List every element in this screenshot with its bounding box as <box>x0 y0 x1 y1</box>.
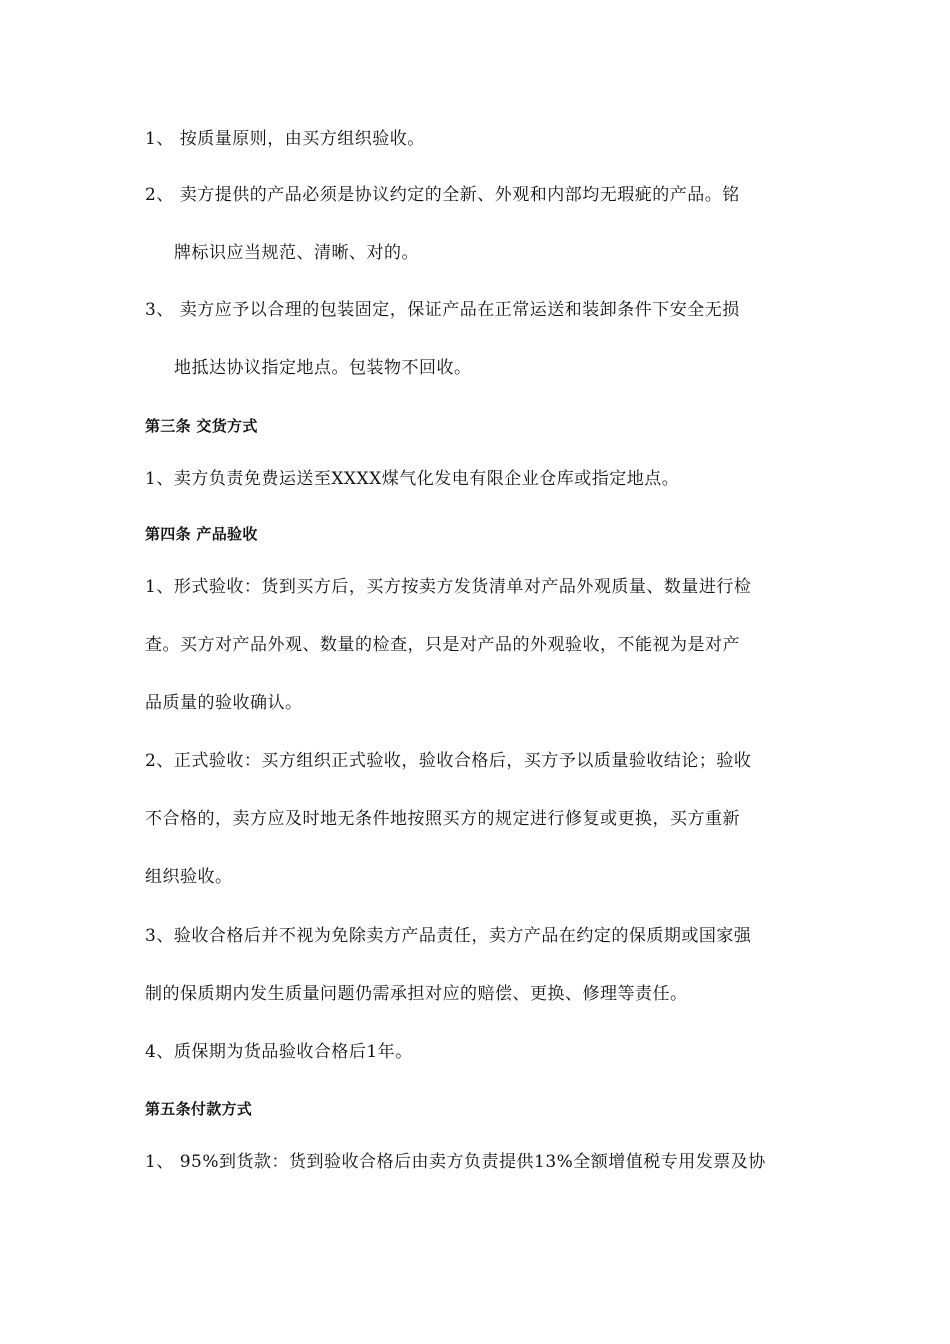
section-heading-clause-3: 第三条 交货方式 <box>145 417 258 435</box>
clause-4-item-2-line-2: 不合格的，卖方应及时地无条件地按照买方的规定进行修复或更换，买方重新 <box>145 809 740 829</box>
clause-4-item-1-line-1: 1、形式验收：货到买方后，买方按卖方发货清单对产品外观质量、数量进行检 <box>145 577 752 597</box>
clause-4-item-2-line-3: 组织验收。 <box>145 867 233 887</box>
clause-2-item-3-line-2: 地抵达协议指定地点。包装物不回收。 <box>174 358 472 378</box>
clause-4-item-3-line-2: 制的保质期内发生质量问题仍需承担对应的赔偿、更换、修理等责任。 <box>145 984 688 1004</box>
clause-5-item-1-line-1: 1、 95%到货款：货到验收合格后由卖方负责提供13%全额增值税专用发票及协 <box>145 1152 766 1172</box>
clause-4-item-1-line-2: 查。买方对产品外观、数量的检查，只是对产品的外观验收，不能视为是对产 <box>145 635 740 655</box>
clause-2-item-1: 1、 按质量原则，由买方组织验收。 <box>145 129 425 149</box>
section-heading-clause-4: 第四条 产品验收 <box>145 525 258 543</box>
clause-2-item-2-line-2: 牌标识应当规范、清晰、对的。 <box>174 243 419 263</box>
clause-4-item-1-line-3: 品质量的验收确认。 <box>145 693 303 713</box>
clause-2-item-2-line-1: 2、 卖方提供的产品必须是协议约定的全新、外观和内部均无瑕疵的产品。铭 <box>145 185 740 205</box>
clause-4-item-2-line-1: 2、正式验收：买方组织正式验收，验收合格后，买方予以质量验收结论；验收 <box>145 751 752 771</box>
clause-2-item-3-line-1: 3、 卖方应予以合理的包装固定，保证产品在正常运送和装卸条件下安全无损 <box>145 300 740 320</box>
clause-4-item-3-line-1: 3、验收合格后并不视为免除卖方产品责任，卖方产品在约定的保质期或国家强 <box>145 926 752 946</box>
section-heading-clause-5: 第五条付款方式 <box>145 1100 253 1118</box>
clause-3-item-1: 1、卖方负责免费运送至XXXX煤气化发电有限企业仓库或指定地点。 <box>145 469 680 489</box>
clause-4-item-4: 4、质保期为货品验收合格后1年。 <box>145 1042 413 1062</box>
